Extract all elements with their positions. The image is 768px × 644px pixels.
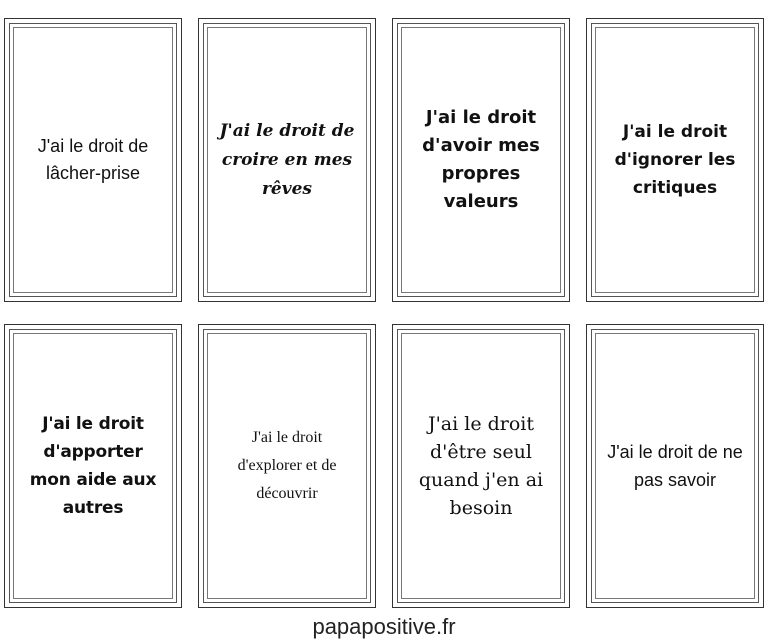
affirmation-card-ne-pas-savoir	[586, 324, 764, 608]
site-credit: papapositive.fr	[312, 614, 456, 639]
affirmation-card-croire-en-mes-reves	[198, 18, 376, 302]
card-text: J'ai le droit de ne pas savoir	[607, 442, 743, 490]
card-text: J'ai le droit de croire en mes rêves	[219, 120, 355, 199]
affirmation-card-propres-valeurs	[392, 18, 570, 302]
card-text: J'ai le droit de lâcher-prise	[37, 136, 149, 183]
card-text: J'ai le droit d'apporter mon aide aux autres	[29, 414, 157, 518]
card-text: J'ai le droit d'avoir mes propres valeurs	[422, 107, 540, 212]
affirmation-card-apporter-aide	[4, 324, 182, 608]
affirmation-card-ignorer-critiques	[586, 18, 764, 302]
card-text: J'ai le droit d'être seul quand j'en ai besoin	[418, 413, 544, 519]
card-text: J'ai le droit d'explorer et de découvrir	[237, 429, 337, 502]
affirmation-card-etre-seul	[392, 324, 570, 608]
card-text: J'ai le droit d'ignorer les critiques	[614, 122, 736, 198]
affirmation-card-lacher-prise	[4, 18, 182, 302]
affirmation-card-explorer-decouvrir	[198, 324, 376, 608]
